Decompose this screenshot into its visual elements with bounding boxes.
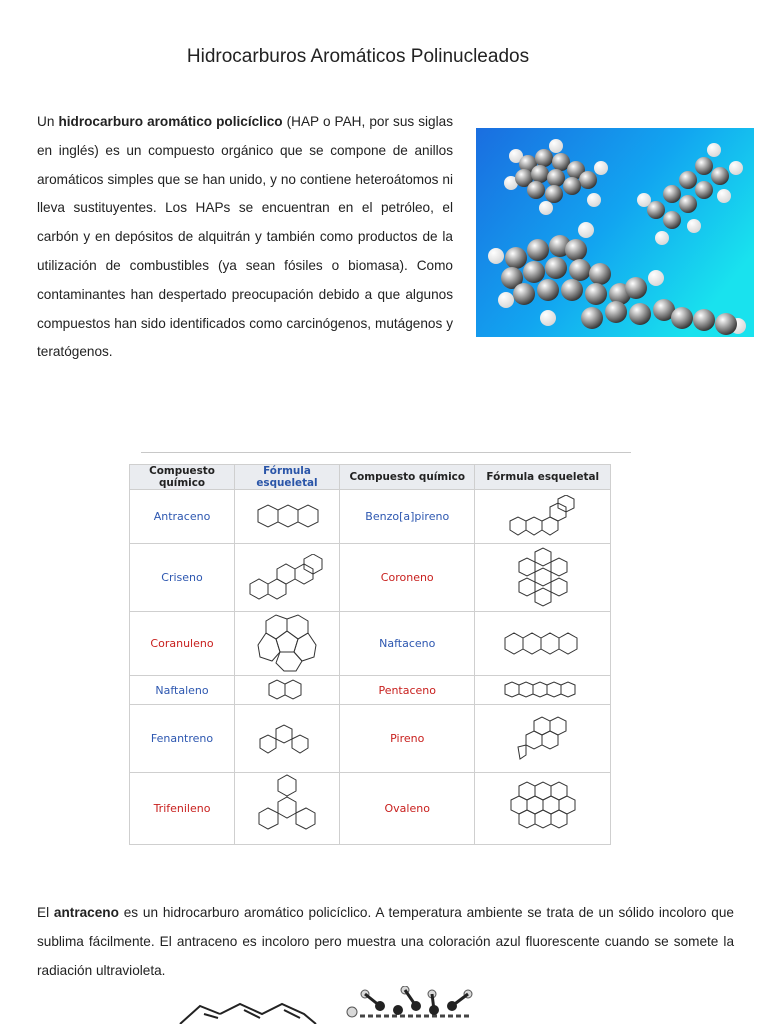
- skeletal-formula-icon: [252, 503, 322, 531]
- skeletal-formula-icon: [246, 554, 328, 602]
- header-formula-2: Fórmula esqueletal: [475, 465, 611, 490]
- skeletal-formula-icon: [506, 495, 580, 539]
- skeletal-formula-icon: [508, 546, 578, 610]
- table-row: [130, 705, 611, 773]
- compound-link-ovaleno[interactable]: Ovaleno: [340, 773, 475, 845]
- structure-coroneno: [475, 544, 611, 612]
- skeletal-formula-icon: [503, 680, 583, 700]
- antraceno-paragraph: [37, 898, 734, 985]
- header-compound-2: Compuesto químico: [340, 465, 475, 490]
- structure-fenantreno: [235, 705, 340, 773]
- table-row: [130, 612, 611, 676]
- compound-link-benzopireno[interactable]: Benzo[a]pireno: [340, 490, 475, 544]
- skeletal-formula-icon: [267, 678, 307, 702]
- table-row: [130, 773, 611, 845]
- skeletal-formula-icon: [502, 778, 584, 840]
- compound-link-pireno[interactable]: Pireno: [340, 705, 475, 773]
- intro-text-start: Un: [37, 114, 59, 129]
- structure-ovaleno: [475, 773, 611, 845]
- skeletal-formula-icon: [503, 631, 583, 657]
- section-divider: [141, 452, 631, 453]
- intro-text-rest: (HAP o PAH, por sus siglas en inglés) es un compuesto orgánico que se compone de anillos aromáticos simples que se han unido, y no contiene heteroátomos ni lleva sustituyentes. Los HAPs se encuentran en el petróleo, el carbón y en depósitos de alquitrán y también como productos de la utilización de combustibles (ya sean fósiles o biomasa). Como contaminantes han despertado preocupación debido a que algunos compuestos han sido identificados como carcinógenos, mutágenos y teratógenos.: [37, 114, 453, 360]
- antraceno-structures-image: [170, 986, 480, 1024]
- table-row: [130, 544, 611, 612]
- pah-table: [129, 464, 611, 845]
- compound-link-pentaceno[interactable]: Pentaceno: [340, 676, 475, 705]
- header-formula-1[interactable]: Fórmula esqueletal: [235, 465, 340, 490]
- structure-criseno: [235, 544, 340, 612]
- para2-text-rest: es un hidrocarburo aromático policíclico. A temperatura ambiente se trata de un sólido incoloro que sublima fácilmente. El antraceno es incoloro pero muestra una coloración azul fluorescente cuando se somete la radiación ultravioleta.: [37, 905, 734, 978]
- structure-pireno: [475, 705, 611, 773]
- para2-text-start: El: [37, 905, 54, 920]
- intro-paragraph: [37, 108, 453, 367]
- compound-link-coranuleno[interactable]: Coranuleno: [130, 612, 235, 676]
- structure-trifenileno: [235, 773, 340, 845]
- compound-link-naftaceno[interactable]: Naftaceno: [340, 612, 475, 676]
- para2-bold-term: antraceno: [53, 905, 119, 920]
- table-row: [130, 676, 611, 705]
- intro-bold-term: hidrocarburo aromático policíclico: [58, 114, 283, 129]
- header-compound-1: Compuesto químico: [130, 465, 235, 490]
- structure-pentaceno: [475, 676, 611, 705]
- compound-link-naftaleno[interactable]: Naftaleno: [130, 676, 235, 705]
- structure-naftaleno: [235, 676, 340, 705]
- structure-coranuleno: [235, 612, 340, 676]
- molecule-3d-image: [476, 128, 754, 337]
- skeletal-formula-icon: [514, 713, 572, 765]
- compound-link-criseno[interactable]: Criseno: [130, 544, 235, 612]
- page-title: Hidrocarburos Aromáticos Polinucleados: [186, 46, 530, 67]
- structure-naftaceno: [475, 612, 611, 676]
- compound-link-trifenileno[interactable]: Trifenileno: [130, 773, 235, 845]
- structure-antraceno: [235, 490, 340, 544]
- skeletal-formula-icon: [256, 721, 318, 757]
- structure-benzopireno: [475, 490, 611, 544]
- compound-link-coroneno[interactable]: Coroneno: [340, 544, 475, 612]
- table-row: [130, 490, 611, 544]
- table-header-row: [130, 465, 611, 490]
- compound-link-fenantreno[interactable]: Fenantreno: [130, 705, 235, 773]
- skeletal-formula-icon: [245, 774, 329, 844]
- skeletal-formula-icon: [254, 613, 320, 675]
- compound-link-antraceno[interactable]: Antraceno: [130, 490, 235, 544]
